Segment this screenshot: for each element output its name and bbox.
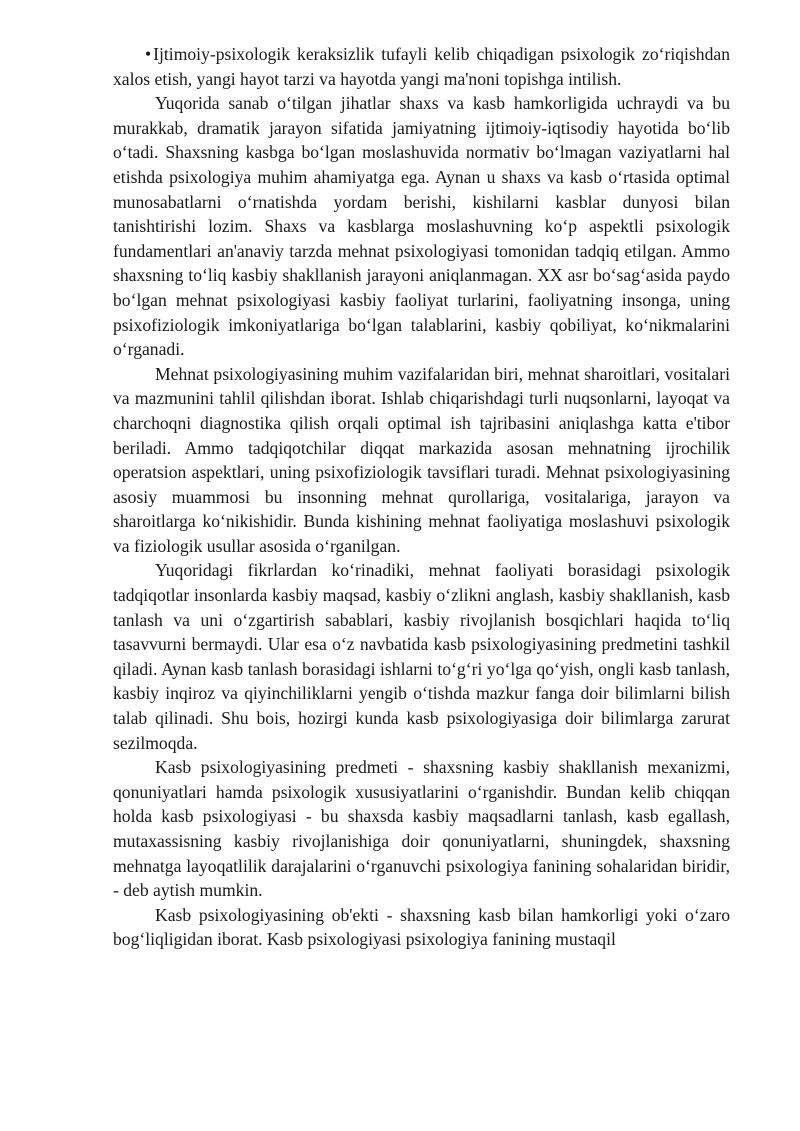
bullet-text: Ijtimoiy-psixologik keraksizlik tufayli kelib chiqadigan psixologik zo‘riqishdan xalos etish, yangi hayot tarzi va hayotda yangi ma'noni topishga intilish. <box>113 44 730 89</box>
paragraph-5: Kasb psixologiyasining ob'ekti - shaxsning kasb bilan hamkorligi yoki o‘zaro bog‘liqligidan iborat. Kasb psixologiyasi psixologiya fanining mustaqil <box>113 904 730 950</box>
paragraph-4: Kasb psixologiyasining predmeti - shaxsning kasbiy shakllanish mexanizmi, qonuniyatlari hamda psixologik xususiyatlarini o‘rganishdir. Bundan kelib chiqqan holda kasb psixologiyasi - bu shaxsda kasbiy maqsadlarni tanlash, kasb egallash, mutaxassisning kasbiy rivojlanishiga doir qonuniyatlarni, shuningdek, shaxsning mehnatga layoqatlilik darajalarini o‘rganuvchi psixologiya fanining sohalaridan biridir, - deb aytish mumkin. <box>113 757 730 901</box>
paragraph-3: Yuqoridagi fikrlardan ko‘rinadiki, mehnat faoliyati borasidagi psixologik tadqiqotlar insonlarda kasbiy maqsad, kasbiy o‘zlikni anglash, kasbiy shakllanish, kasb tanlash va uni o‘zgartirish sabablari, kasbiy rivojlanish bosqichlari haqida to‘liq tasavvurni bermaydi. Ular esa o‘z navbatida kasb psixologiyasining predmetini tashkil qiladi. Aynan kasb tanlash borasidagi ishlarni to‘g‘ri yo‘lga qo‘yish, ongli kasb tanlash, kasbiy inqiroz va qiyinchiliklarni yengib o‘tishda mazkur fanga doir bilimlarni bilish talab qilinadi. Shu bois, hozirgi kunda kasb psixologiyasiga doir bilimlarga zarurat sezilmoqda. <box>113 560 730 753</box>
paragraph-1: Yuqorida sanab o‘tilgan jihatlar shaxs va kasb hamkorligida uchraydi va bu murakkab, dramatik jarayon sifatida jamiyatning ijtimoiy-iqtisodiy hayotida bo‘lib o‘tadi. Shaxsning kasbga bo‘lgan moslashuvida normativ bo‘lmagan vaziyatlarni hal etishda psixologiya muhim ahamiyatga ega. Aynan u shaxs va kasb o‘rtasida optimal munosabatlarni o‘rnatishda yordam berishi, kishilarni kasblar dunyosi bilan tanishtirishi lozim. Shaxs va kasblarga moslashuvning ko‘p aspektli psixologik fundamentlari an'anaviy tarzda mehnat psixologiyasi tomonidan tadqiq etilgan. Ammo shaxsning to‘liq kasbiy shakllanish jarayoni aniqlanmagan. XX asr bo‘sag‘asida paydo bo‘lgan mehnat psixologiyasi kasbiy faoliyat turlarini, faoliyatning insonga, uning psixofiziologik imkoniyatlariga bo‘lgan talablarini, kasbiy qobiliyat, ko‘nikmalarini o‘rganadi. <box>113 93 730 360</box>
paragraph-2: Mehnat psixologiyasining muhim vazifalaridan biri, mehnat sharoitlari, vositalari va mazmunini tahlil qilishdan iborat. Ishlab chiqarishdagi turli nuqsonlarni, layoqat va charchoqni diagnostika qilish orqali optimal ish tajribasini aniqlashga katta e'tibor beriladi. Ammo tadqiqotchilar diqqat markazida asosan mehnatning ijrochilik operatsion aspektlari, uning psixofiziologik tavsiflari turadi. Mehnat psixologiyasining asosiy muammosi bu insonning mehnat qurollariga, vositalariga, jarayon va sharoitlarga ko‘nikishidir. Bunda kishining mehnat faoliyatiga moslashuvi psixologik va fiziologik usullar asosida o‘rganilgan. <box>113 363 730 556</box>
document-page <box>113 42 730 952</box>
bullet-icon: • <box>145 44 152 64</box>
bullet-paragraph <box>113 42 730 91</box>
